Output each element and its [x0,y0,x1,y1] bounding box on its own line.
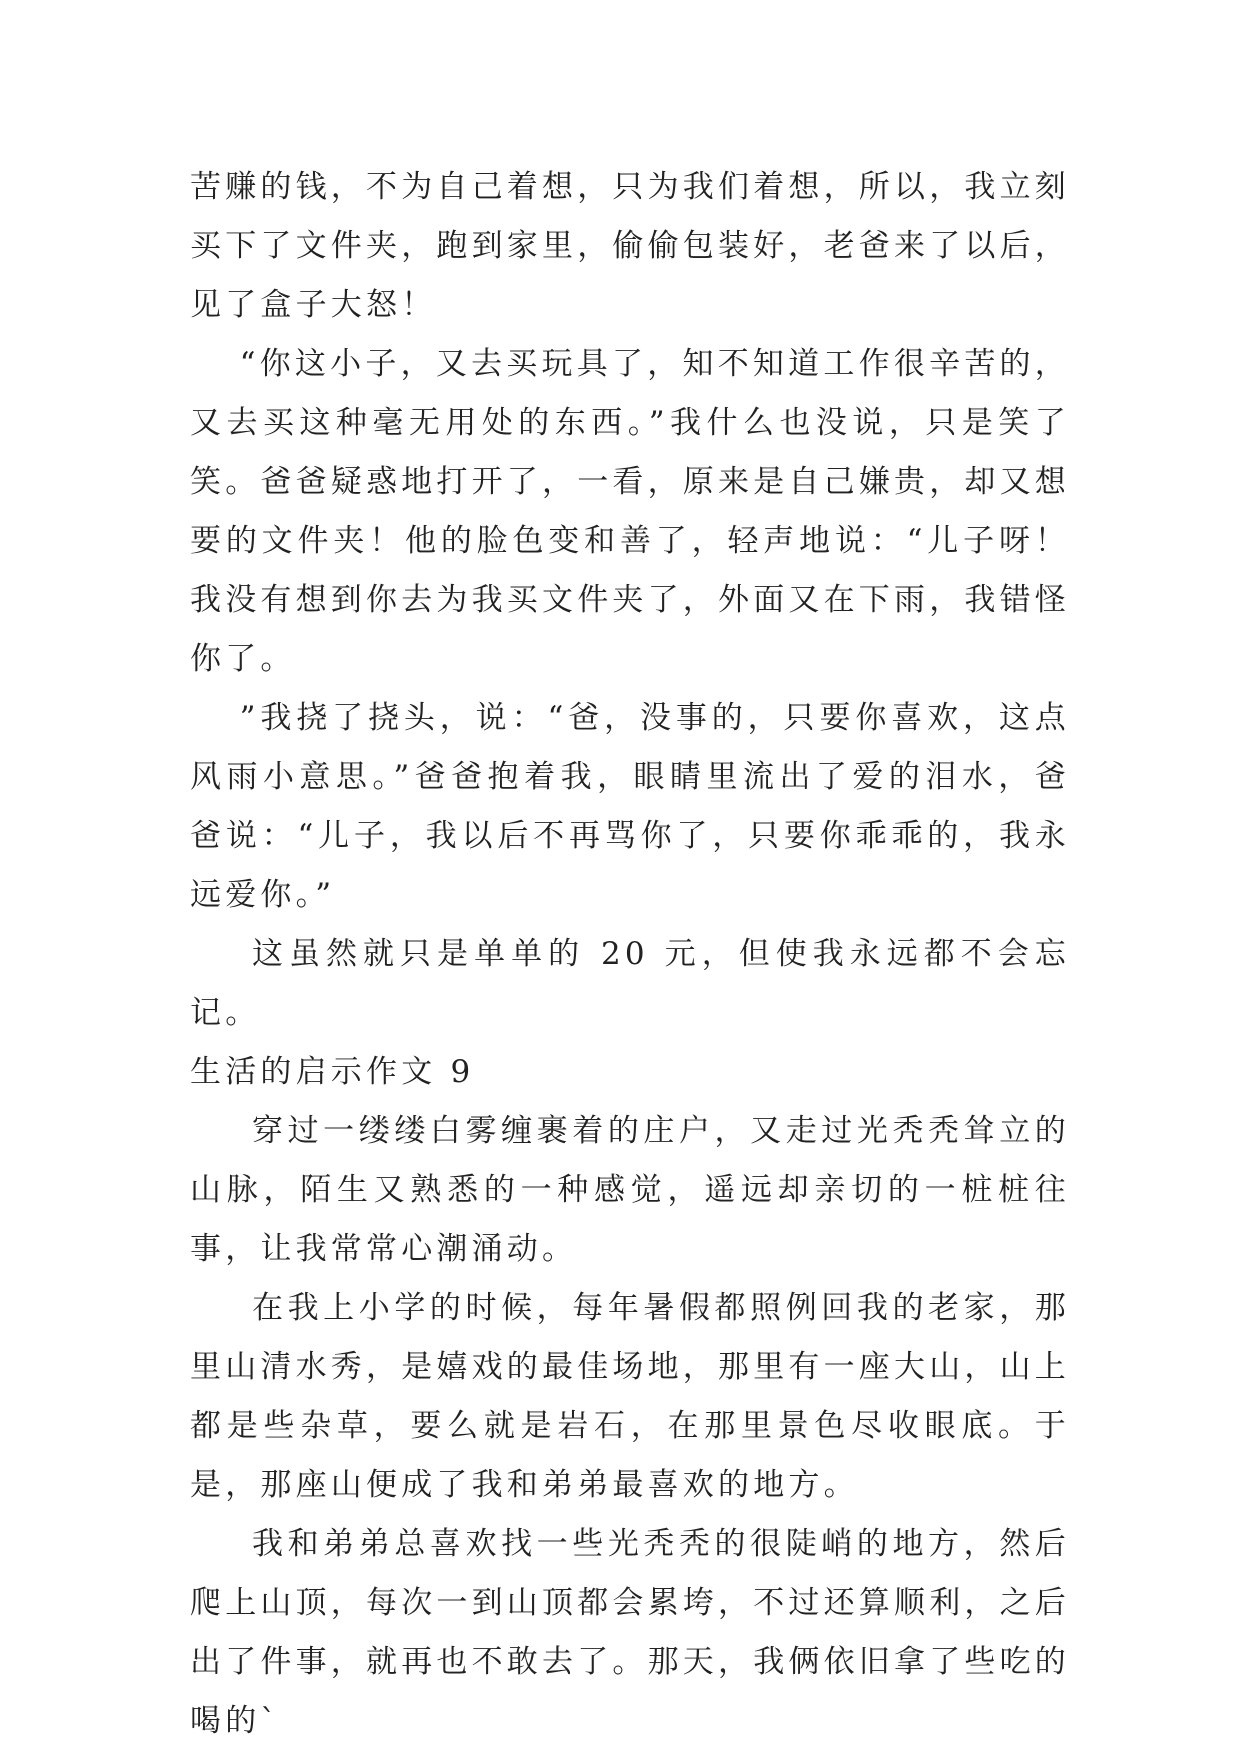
paragraph-6: 在我上小学的时候，每年暑假都照例回我的老家，那里山清水秀，是嬉戏的最佳场地，那里有一座大山，山上都是些杂草，要么就是岩石，在那里景色尽收眼底。于是，那座山便成了我和弟弟最喜欢的地方。 [190,1290,1070,1503]
paragraph-1: 苦赚的钱，不为自己着想，只为我们着想，所以，我立刻买下了文件夹，跑到家里，偷偷包装好，老爸来了以后，见了盒子大怒！ [190,169,1070,323]
paragraph-4: 这虽然就只是单单的 20 元，但使我永远都不会忘记。 [190,936,1070,1031]
paragraph-2: “你这小子，又去买玩具了，知不知道工作很辛苦的，又去买这种毫无用处的东西。”我什么也没说，只是笑了笑。爸爸疑惑地打开了，一看，原来是自己嫌贵，却又想要的文件夹！他的脸色变和善了，轻声地说：“儿子呀！我没有想到你去为我买文件夹了，外面又在下雨，我错怪你了。 [190,346,1070,677]
paragraph-3: ”我挠了挠头，说：“爸，没事的，只要你喜欢，这点风雨小意思。”爸爸抱着我，眼睛里流出了爱的泪水，爸爸说：“儿子，我以后不再骂你了，只要你乖乖的，我永远爱你。” [190,700,1070,913]
document-body [190,158,1070,1751]
section-heading: 生活的启示作文 9 [190,1054,475,1090]
paragraph-5: 穿过一缕缕白雾缠裹着的庄户，又走过光秃秃耸立的山脉，陌生又熟悉的一种感觉，遥远却亲切的一桩桩往事，让我常常心潮涌动。 [190,1113,1070,1267]
paragraph-7: 我和弟弟总喜欢找一些光秃秃的很陡峭的地方，然后爬上山顶，每次一到山顶都会累垮，不过还算顺利，之后出了件事，就再也不敢去了。那天，我俩依旧拿了些吃的喝的` [190,1526,1070,1739]
